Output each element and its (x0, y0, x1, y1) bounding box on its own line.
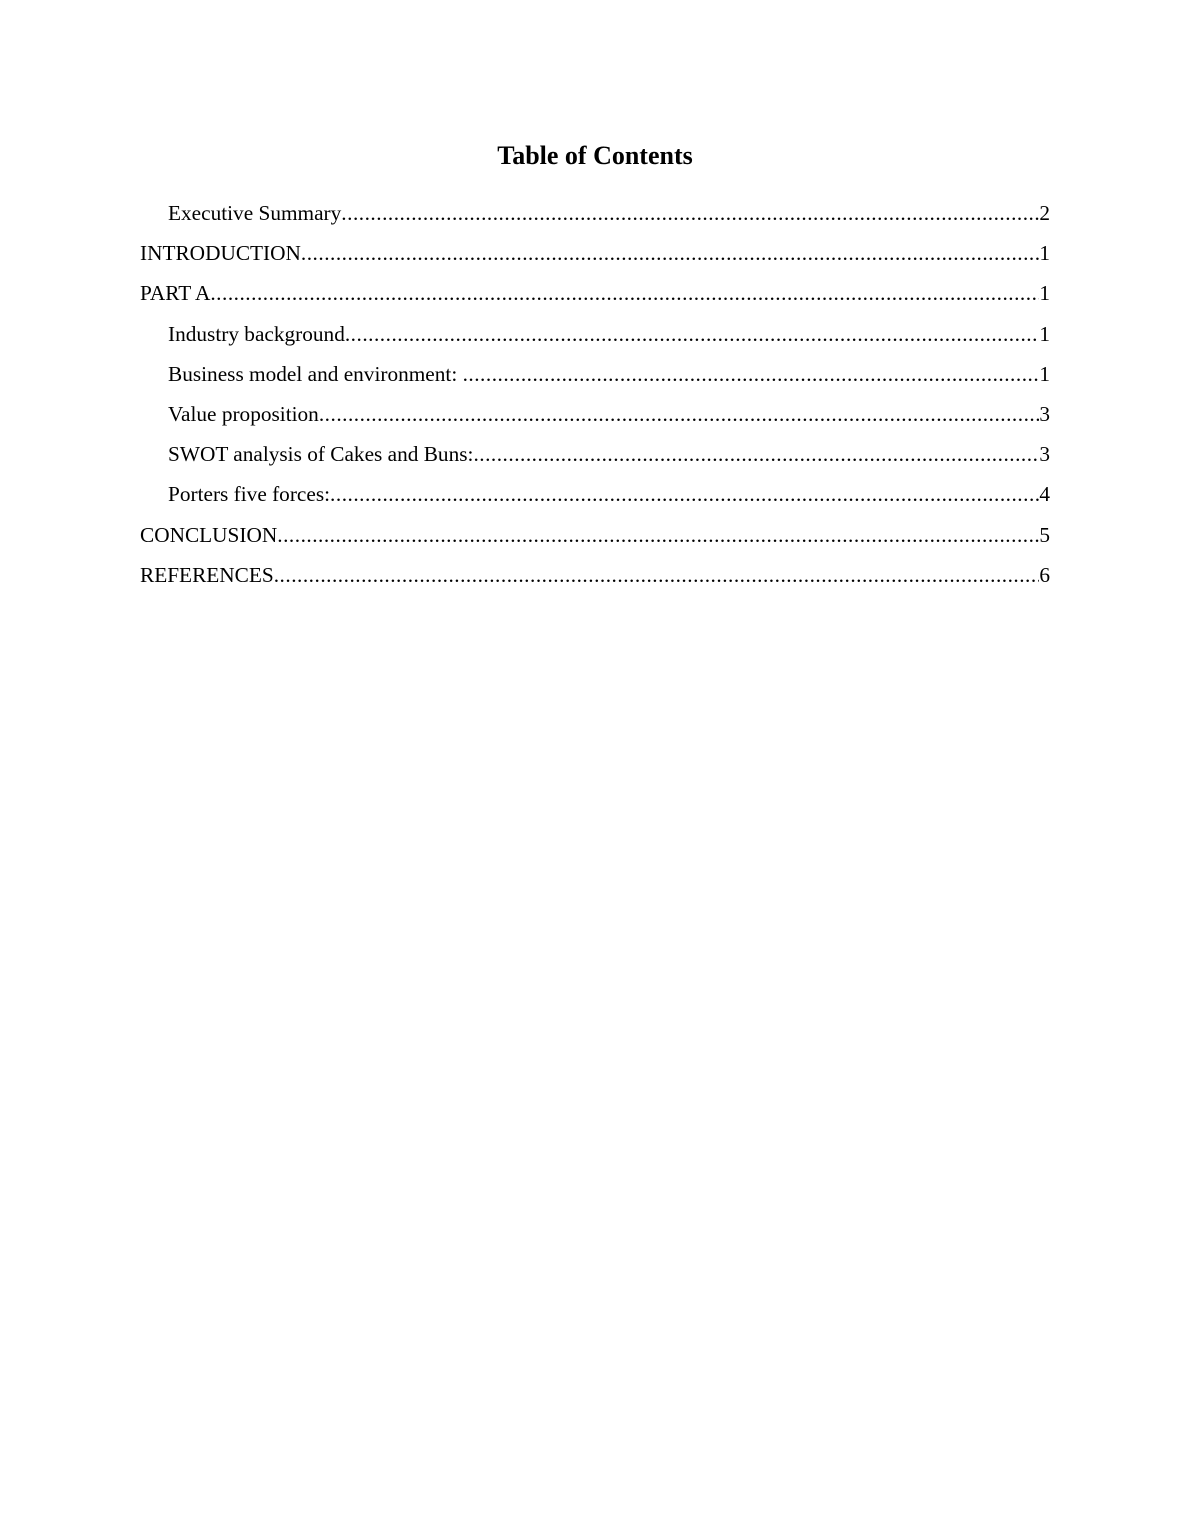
toc-entry-label: REFERENCES (140, 562, 274, 587)
toc-dot-leader (345, 317, 1040, 351)
toc-entry-part-a[interactable] (140, 276, 1050, 316)
toc-page-number: 3 (1039, 401, 1050, 426)
toc-dot-leader (463, 357, 1040, 391)
toc-entry-swot-analysis[interactable] (140, 437, 1050, 477)
toc-entry-porters-five-forces[interactable] (140, 477, 1050, 517)
toc-entry-label: SWOT analysis of Cakes and Buns: (168, 442, 474, 467)
toc-entry-label: Industry background (168, 321, 345, 346)
toc-entry-introduction[interactable] (140, 236, 1050, 276)
toc-dot-leader (210, 276, 1039, 310)
toc-list (140, 196, 1050, 598)
toc-entry-label: PART A (140, 281, 211, 306)
toc-dot-leader (473, 437, 1039, 471)
toc-dot-leader (301, 236, 1039, 270)
toc-entry-references[interactable] (140, 558, 1050, 598)
toc-dot-leader (341, 196, 1039, 230)
toc-entry-label: Value proposition (168, 401, 319, 426)
toc-title: Table of Contents (497, 141, 693, 170)
toc-page-number: 2 (1039, 201, 1050, 225)
toc-entry-conclusion[interactable] (140, 518, 1050, 558)
toc-entry-business-model[interactable] (140, 357, 1050, 397)
toc-page-number: 1 (1039, 321, 1050, 346)
toc-page-number: 3 (1039, 442, 1050, 467)
toc-page-number: 5 (1039, 522, 1050, 547)
toc-page-number: 1 (1039, 241, 1050, 266)
toc-page-number: 4 (1039, 482, 1050, 507)
toc-entry-label: CONCLUSION (140, 522, 278, 547)
toc-entry-label: Business model and environment: (168, 361, 463, 386)
toc-entry-label: Executive Summary (168, 201, 342, 225)
toc-page-number: 1 (1039, 281, 1050, 306)
toc-entry-industry-background[interactable] (140, 317, 1050, 357)
toc-dot-leader (319, 397, 1040, 431)
toc-page-number: 1 (1039, 361, 1050, 386)
toc-entry-label: INTRODUCTION (140, 241, 301, 266)
toc-entry-executive-summary[interactable] (140, 196, 1050, 236)
toc-dot-leader (277, 518, 1039, 552)
toc-dot-leader (274, 558, 1040, 592)
toc-entry-value-proposition[interactable] (140, 397, 1050, 437)
toc-entry-label: Porters five forces: (168, 482, 331, 507)
toc-dot-leader (330, 477, 1039, 511)
toc-page-number: 6 (1039, 562, 1050, 587)
